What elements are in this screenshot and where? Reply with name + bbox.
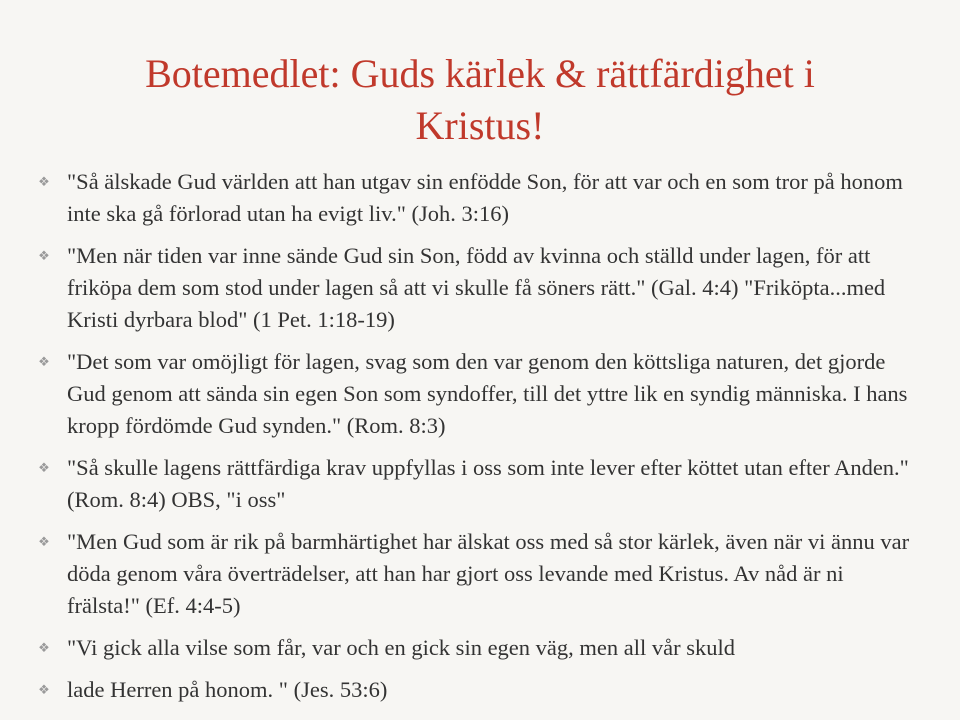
bullet-text: "Det som var omöjligt för lagen, svag som den var genom den köttsliga naturen, det gjorde Gud genom att sända sin egen Son som syndoffer, till det yttre lik en syndig människa. I hans kropp fördömde Gud synden." (Rom. 8:3) [67,349,908,438]
diamond-ornament-icon: ❖ [38,460,50,475]
bullet-item [36,346,916,442]
bullet-item [36,240,916,336]
diamond-ornament-icon: ❖ [38,174,50,189]
diamond-ornament-icon: ❖ [38,248,50,263]
bullet-text: "Men Gud som är rik på barmhärtighet har älskat oss med så stor kärlek, även när vi ännu var döda genom våra överträdelser, att han har gjort oss levande med Kristus. Av nåd är ni frälsta!" (Ef. 4:4-5) [67,529,910,618]
bullet-item [36,452,916,516]
slide-title: Botemedlet: Guds kärlek & rättfärdighet i Kristus! [145,51,815,148]
bullet-item [36,674,916,706]
bullet-text: "Vi gick alla vilse som får, var och en gick sin egen väg, men all vår skuld [67,635,735,660]
bullet-text: lade Herren på honom. " (Jes. 53:6) [67,677,388,702]
bullet-text: "Så älskade Gud världen att han utgav sin enfödde Son, för att var och en som tror på honom inte ska gå förlorad utan ha evigt liv." (Joh. 3:16) [67,169,903,226]
diamond-ornament-icon: ❖ [38,354,50,369]
bullet-item [36,632,916,664]
bullet-item [36,166,916,230]
diamond-ornament-icon: ❖ [38,682,50,697]
bullet-list [36,166,916,706]
bullet-text: "Men när tiden var inne sände Gud sin Son, född av kvinna och ställd under lagen, för att friköpa dem som stod under lagen så att vi skulle få söners rätt." (Gal. 4:4) "Friköpta...med Kristi dyrbara blod" (1 Pet. 1:18-19) [67,243,886,332]
bullet-item [36,526,916,622]
bullet-text: "Så skulle lagens rättfärdiga krav uppfyllas i oss som inte lever efter köttet utan efter Anden." (Rom. 8:4) OBS, "i oss" [67,455,909,512]
diamond-ornament-icon: ❖ [38,640,50,655]
diamond-ornament-icon: ❖ [38,534,50,549]
